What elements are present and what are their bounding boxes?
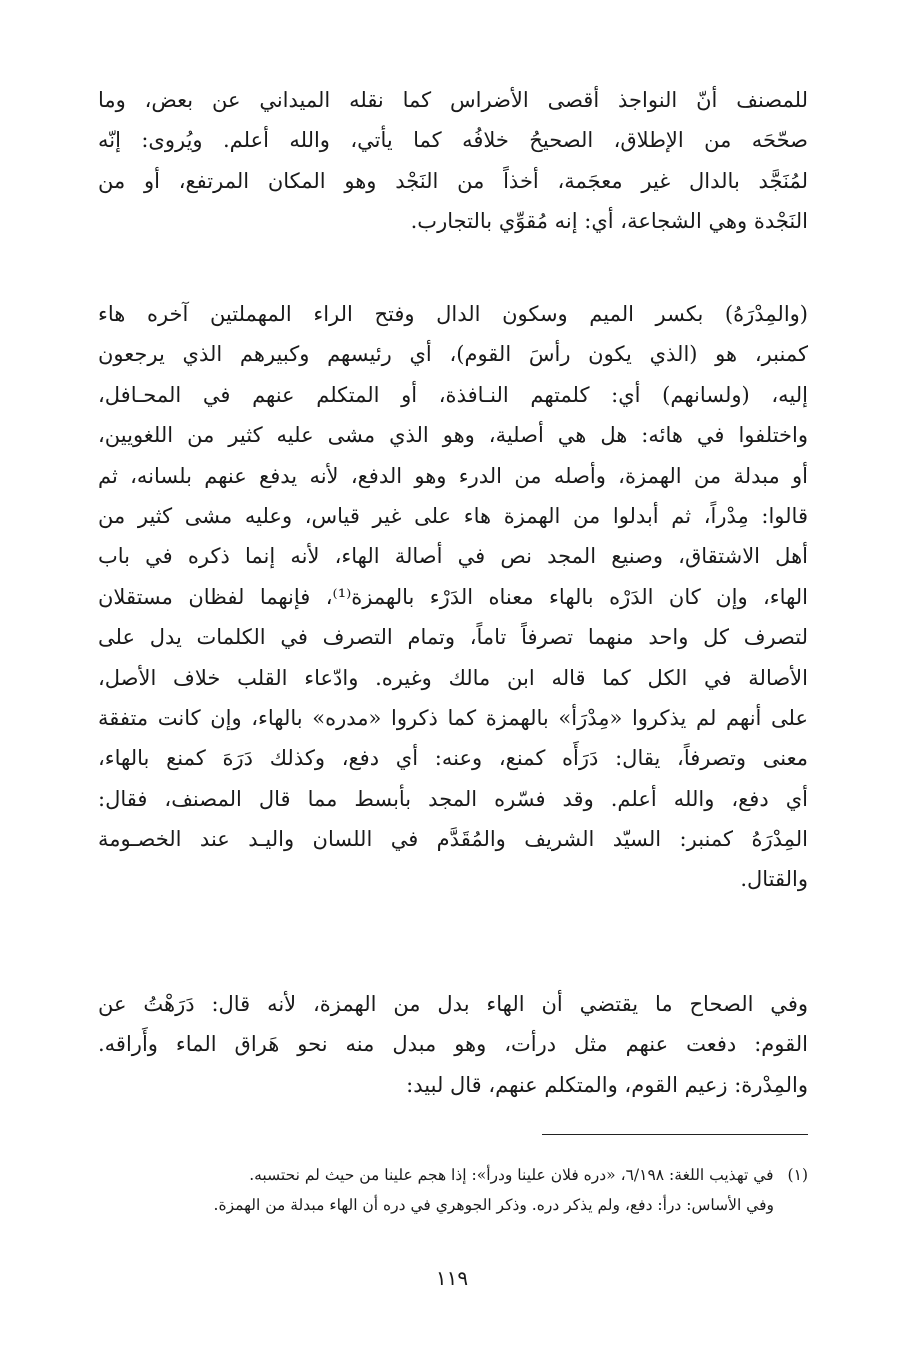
footnote-number: (١) [787, 1166, 808, 1184]
text-line: معنى وتصرفاً، يقال: دَرَأَه كمنع، وعنه: أي دفع، وكذلك دَرَهَ كمنع بالهاء، [98, 746, 808, 771]
text-line: كمنبر، هو (الذي يكون رأسَ القوم)، أي رئيسهم وكبيرهم الذي يرجعون [98, 342, 808, 367]
text-line: أو مبدلة من الهمزة، وأصله من الدرء وهو الدفع، لأنه يدفع عنهم بلسانه، ثم [98, 463, 808, 488]
text-line: على أنهم لم يذكروا «مِدْرَأ» بالهمزة كما ذكروا «مدره» بالهاء، وإن كانت متفقة [98, 705, 808, 730]
footnotes [98, 1160, 808, 1220]
text-line: قالوا: مِدْراً، ثم أبدلوا من الهمزة هاء على غير قياس، وعليه مشى كثير من [98, 503, 808, 528]
text-line: أهل الاشتقاق، وصنيع المجد نص في أصالة الهاء، لأنه إنما ذكره في باب [98, 544, 808, 569]
footnote-separator [542, 1134, 808, 1135]
text-line: واختلفوا في هائه: هل هي أصلية، وهو الذي مشى عليه كثير من اللغويين، [98, 423, 808, 448]
footnote-text: في تهذيب اللغة: ٦/١٩٨، «دره فلان علينا ودرأ»: إذا هجم علينا من حيث لم نحتسبه. [249, 1166, 774, 1184]
text-line: (والمِدْرَهُ) بكسر الميم وسكون الدال وفتح الراء المهملتين آخره هاء [98, 302, 808, 326]
footnote-line [98, 1160, 808, 1190]
text-line: النَجْدة وهي الشجاعة، أي: إنه مُقوِّي بالتجارب. [410, 209, 808, 234]
text-line: الأصالة في الكل كما قاله ابن مالك وغيره. وادّعاء القلب خلاف الأصل، [98, 665, 808, 690]
paragraph-sihah [98, 984, 808, 1105]
text-line: وفي الصحاح ما يقتضي أن الهاء بدل من الهمزة، لأنه قال: دَرَهْتُ عن [98, 992, 808, 1016]
text-line: والمِدْرة: زعيم القوم، والمتكلم عنهم، قال لبيد: [406, 1072, 808, 1097]
text-line: أي دفع، والله أعلم. وقد فسّره المجد بأبسط مما قال المصنف، فقال: [98, 786, 808, 811]
text-line: للمصنف أنّ النواجذ أقصى الأضراس كما نقله الميداني عن بعض، وما [98, 88, 808, 112]
text-line: لمُنَجَّد بالدال غير معجَمة، أخذاً من النَجْد وهو المكان المرتفع، أو من [98, 168, 808, 193]
page-number: ١١٩ [435, 1266, 469, 1290]
paragraph-nawajidh [98, 80, 808, 242]
text-line: لتصرف كل واحد منهما تصرفاً تاماً، وتمام التصرف في الكلمات يدل على [98, 625, 808, 650]
footnote-line [98, 1190, 808, 1220]
text-line: الهاء، وإن كان الدَرْه بالهاء معناه الدَرْء بالهمزة⁽¹⁾، فإنهما لفظان مستقلان [98, 584, 808, 609]
text-line: القوم: دفعت عنهم مثل درأت، وهو مبدل منه نحو هَراق الماء وأَراقه. [98, 1032, 808, 1057]
text-line: إليه، (ولسانهم) أي: كلمتهم النـافذة، أو المتكلم عنهم في المحـافل، [98, 382, 808, 407]
text-line: صحّحَه من الإطلاق، الصحيحُ خلافُه كما يأتي، والله أعلم. ويُروى: إنّه [98, 128, 808, 153]
footnote-text: وفي الأساس: درأ: دفع، ولم يذكر دره. وذكر الجوهري في دره أن الهاء مبدلة من الهمزة. [213, 1196, 774, 1214]
text-line: المِدْرَهُ كمنبر: السيّد الشريف والمُقَدَّم في اللسان واليـد عند الخصـومة [98, 827, 808, 852]
paragraph-midrah [98, 294, 808, 900]
text-line: والقتال. [740, 867, 808, 892]
